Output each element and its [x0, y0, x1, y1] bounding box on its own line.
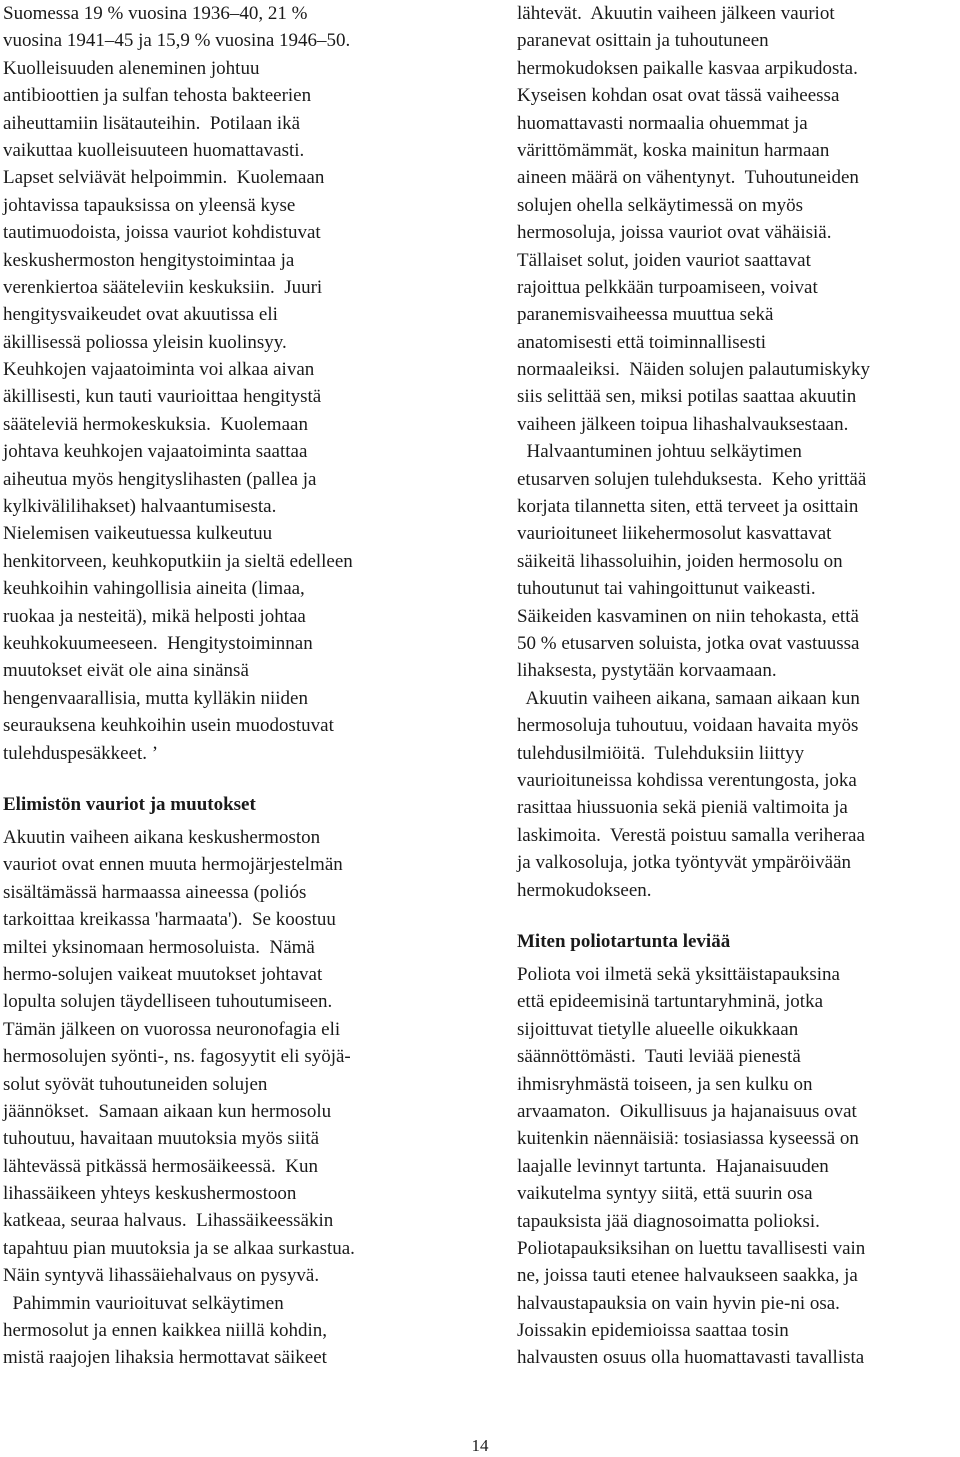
text-line: hengitysvaikeudet ovat akuutissa eli — [3, 304, 278, 326]
text-line: aiheutua myös hengityslihasten (pallea ja — [3, 468, 317, 490]
text-line: antibioottien ja sulfan tehosta bakteerien — [3, 85, 312, 107]
text-line: rajoittua pelkkään turpoamiseen, voivat — [517, 276, 818, 298]
text-line: aineen määrä on vähentynyt. Tuhoutuneiden — [517, 167, 859, 189]
text-line: sääteleviä hermokeskuksia. Kuolemaan — [3, 413, 308, 435]
text-line: kylkivälilihakset) halvaantumisesta. — [3, 496, 277, 518]
text-line: arvaamaton. Oikullisuus ja hajanaisuus ovat — [517, 1100, 857, 1122]
text-line: sijoittuvat tietylle alueelle oikukkaan — [517, 1018, 799, 1040]
text-line: Näin syntyvä lihassäiehalvaus on pysyvä. — [3, 1265, 320, 1287]
text-line: tapauksista jää diagnosoimatta polioksi. — [517, 1210, 820, 1232]
text-line: säikeitä lihassoluihin, joiden hermosolu on — [517, 550, 843, 572]
text-line: Lapset selviävät helpoimmin. Kuolemaan — [3, 167, 325, 189]
text-line: Kyseisen kohdan osat ovat tässä vaiheessa — [517, 85, 840, 107]
text-line: huomattavasti normaalia ohuemmat ja — [517, 112, 808, 134]
text-line: lihaksesta, pystytään korvaamaan. — [517, 660, 777, 682]
text-line: hermo-solujen vaikeat muutokset johtavat — [3, 963, 323, 985]
text-line: lihassäikeen yhteys keskushermostoon — [3, 1183, 297, 1205]
text-line: katkeaa, seuraa halvaus. Lihassäikeessäkin — [3, 1210, 334, 1232]
text-line: Joissakin epidemioissa saattaa tosin — [517, 1320, 789, 1342]
text-line: miltei yksinomaan hermosoluista. Nämä — [3, 936, 315, 958]
text-line: hermosolut ja ennen kaikkea niillä kohdin, — [3, 1320, 327, 1342]
left-paragraph-2 — [3, 824, 355, 1372]
text-line: että epideemisinä tartuntaryhminä, jotka — [517, 991, 824, 1013]
right-paragraph-2 — [517, 961, 865, 1372]
text-line: korjata tilannetta siten, että terveet ja osittain — [517, 496, 859, 518]
text-line: keuhkokuumeeseen. Hengitystoiminnan — [3, 632, 313, 654]
text-line: tulehduspesäkkeet. ’ — [3, 742, 159, 764]
text-line: halvausten osuus olla huomattavasti tavallista — [517, 1347, 865, 1369]
text-line: hermosoluja, joissa vauriot ovat vähäisiä. — [517, 222, 832, 244]
text-line: vaiheen jälkeen toipua lihashalvauksestaan. — [517, 413, 849, 435]
text-line: paranevat osittain ja tuhoutuneen — [517, 30, 769, 52]
text-line: halvaustapauksia on vain hyvin pie-ni osa. — [517, 1292, 840, 1314]
text-line: etusarven solujen tulehduksesta. Keho yrittää — [517, 468, 867, 490]
text-line: Keuhkojen vajaatoiminta voi alkaa aivan — [3, 359, 315, 381]
text-line: johtavissa tapauksissa on yleensä kyse — [3, 194, 296, 216]
text-line: normaaleiksi. Näiden solujen palautumiskyky — [517, 359, 871, 381]
text-line: Tällaiset solut, joiden vauriot saattavat — [517, 249, 811, 271]
text-line: verenkiertoa sääteleviin keskuksiin. Juuri — [3, 276, 323, 298]
text-line: jäännökset. Samaan aikaan kun hermosolu — [3, 1100, 332, 1122]
text-line: vuosina 1941–45 ja 15,9 % vuosina 1946–50. — [3, 30, 351, 52]
text-line: ihmisryhmästä toiseen, ja sen kulku on — [517, 1073, 813, 1095]
text-line: värittömämmät, koska mainitun harmaan — [517, 139, 830, 161]
text-line: Pahimmin vaurioituvat selkäytimen — [3, 1292, 284, 1314]
text-line: solut syövät tuhoutuneiden solujen — [3, 1073, 268, 1095]
section-heading-miten-poliotartunta-leviaa: Miten poliotartunta leviää — [517, 931, 731, 952]
text-line: paranemisvaiheessa muuttua sekä — [517, 304, 774, 326]
text-line: Halvaantuminen johtuu selkäytimen — [517, 441, 802, 463]
text-line: keuhkoihin vahingollisia aineita (limaa, — [3, 578, 305, 600]
text-line: hengenvaarallisia, mutta kylläkin niiden — [3, 687, 308, 709]
text-line: Tämän jälkeen on vuorossa neuronofagia eli — [3, 1018, 341, 1040]
text-line: äkillisessä poliossa yleisin kuolinsyy. — [3, 331, 287, 353]
text-line: laajalle levinnyt tartunta. Hajanaisuuden — [517, 1155, 829, 1177]
text-line: Poliota voi ilmetä sekä yksittäistapauksina — [517, 964, 840, 985]
text-line: Akuutin vaiheen aikana keskushermoston — [3, 827, 321, 848]
section-heading-elimiston-vauriot: Elimistön vauriot ja muutokset — [3, 794, 256, 815]
text-line: Kuolleisuuden aleneminen johtuu — [3, 57, 260, 79]
text-line: vaurioituneissa kohdissa verentungosta, joka — [517, 769, 857, 791]
left-paragraph-1 — [3, 0, 353, 767]
text-line: hermokudokseen. — [517, 879, 652, 901]
text-line: anatomisesti että toiminnallisesti — [517, 331, 767, 353]
text-line: vaikuttaa kuolleisuuteen huomattavasti. — [3, 139, 305, 161]
text-line: lähtevässä pitkässä hermosäikeessä. Kun — [3, 1155, 318, 1177]
text-line: henkitorveen, keuhkoputkiin ja sieltä edelleen — [3, 550, 353, 572]
text-line: 50 % etusarven soluista, jotka ovat vastuussa — [517, 632, 860, 654]
text-line: laskimoita. Verestä poistuu samalla veriheraa — [517, 824, 865, 846]
text-line: ja valkosoluja, jotka työntyvät ympäröivään — [517, 852, 852, 874]
text-line: tulehdusilmiöitä. Tulehduksiin liittyy — [517, 742, 805, 764]
text-line: tuhoutunut tai vahingoittunut vaikeasti. — [517, 578, 816, 600]
text-line: tuhoutuu, havaitaan muutoksia myös siitä — [3, 1128, 320, 1150]
text-line: kuitenkin näennäisiä: tosiasiassa kyseessä on — [517, 1128, 859, 1150]
text-line: lähtevät. Akuutin vaiheen jälkeen vauriot — [517, 3, 835, 24]
text-line: rasittaa hiussuonia sekä pieniä valtimoita ja — [517, 797, 848, 819]
text-line: sisältämässä harmaassa aineessa (poliós — [3, 881, 307, 903]
text-line: vaikutelma syntyy siitä, että suurin osa — [517, 1183, 813, 1205]
text-line: keskushermoston hengitystoimintaa ja — [3, 249, 295, 271]
text-line: siis selittää sen, miksi potilas saattaa akuutin — [517, 386, 857, 408]
text-line: aiheuttamiin lisätauteihin. Potilaan ikä — [3, 112, 301, 134]
text-line: ruokaa ja nesteitä), mikä helposti johtaa — [3, 605, 306, 627]
text-line: säännöttömästi. Tauti leviää pienestä — [517, 1046, 801, 1068]
text-line: vaurioituneet liikehermosolut kasvattavat — [517, 523, 832, 545]
text-line: hermokudoksen paikalle kasvaa arpikudosta. — [517, 57, 858, 79]
text-line: lopulta solujen täydelliseen tuhoutumiseen. — [3, 991, 333, 1013]
text-line: ne, joissa tauti etenee halvaukseen saakka, ja — [517, 1265, 858, 1287]
text-line: seurauksena keuhkoihin usein muodostuvat — [3, 715, 334, 737]
text-line: mistä raajojen lihaksia hermottavat säikeet — [3, 1347, 327, 1369]
page-number: 14 — [471, 1436, 489, 1455]
right-paragraph-1 — [517, 0, 870, 904]
text-line: hermosoluja tuhoutuu, voidaan havaita myös — [517, 715, 859, 737]
text-line: Nielemisen vaikeutuessa kulkeutuu — [3, 523, 273, 545]
text-line: tautimuodoista, joissa vauriot kohdistuvat — [3, 222, 321, 244]
text-line: äkillisesti, kun tauti vaurioittaa hengitystä — [3, 386, 322, 408]
text-line: Säikeiden kasvaminen on niin tehokasta, että — [517, 605, 859, 627]
text-line: muutokset eivät ole aina sinänsä — [3, 660, 249, 682]
text-line: solujen ohella selkäytimessä on myös — [517, 194, 804, 216]
text-line: hermosolujen syönti-, ns. fagosyytit eli syöjä- — [3, 1046, 351, 1068]
text-line: Akuutin vaiheen aikana, samaan aikaan kun — [517, 687, 860, 709]
text-line: tarkoittaa kreikassa 'harmaata'). Se koostuu — [3, 909, 336, 931]
text-line: Poliotapauksiksihan on luettu tavallisesti vain — [517, 1237, 866, 1259]
text-line: johtava keuhkojen vajaatoiminta saattaa — [3, 441, 308, 463]
text-line: Suomessa 19 % vuosina 1936–40, 21 % — [3, 3, 308, 24]
text-line: vauriot ovat ennen muuta hermojärjestelmän — [3, 854, 343, 876]
text-line: tapahtuu pian muutoksia ja se alkaa surkastua. — [3, 1237, 355, 1259]
